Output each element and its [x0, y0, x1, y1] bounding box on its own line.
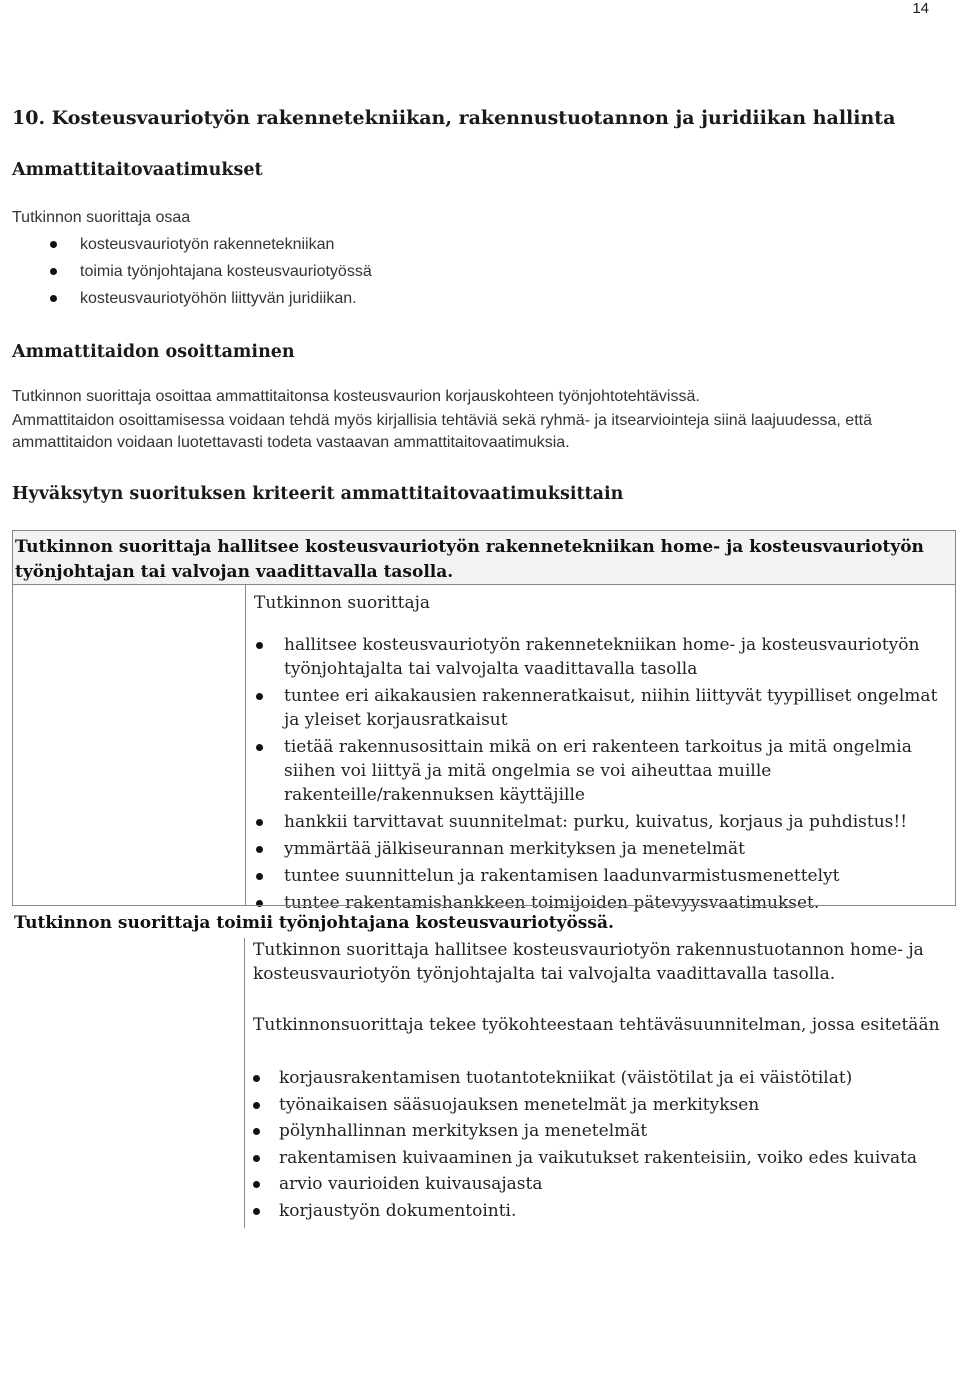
criteria-row2-title: Tutkinnon suorittaja toimii työnjohtajana kosteusvauriotyössä. [12, 905, 956, 933]
criteria-heading: Hyväksytyn suorituksen kriteerit ammattitaitovaatimuksittain [12, 484, 624, 504]
criteria-row1-intro: Tutkinnon suorittaja [254, 593, 431, 613]
list-item: rakentamisen kuivaaminen ja vaikutukset rakenteisiin, voiko edes kuivata [253, 1145, 948, 1172]
criteria-row1-title: Tutkinnon suorittaja hallitsee kosteusvauriotyön rakennetekniikan home- ja kosteusvauriotyön työnjohtajan tai valvojan vaadittavalla tasolla. [13, 530, 955, 585]
list-item: korjaustyön dokumentointi. [253, 1198, 948, 1225]
criteria-row2-body [244, 938, 954, 1228]
list-item: ymmärtää jälkiseurannan merkityksen ja menetelmät [254, 837, 949, 861]
list-item: kosteusvauriotyön rakennetekniikan [12, 231, 954, 258]
demonstration-paragraph-2: Ammattitaidon osoittamisessa voidaan tehdä myös kirjallisia tehtäviä sekä ryhmä- ja itsearviointeja siinä laajuudessa, että ammattitaidon voidaan luotettavasti todeta vastaavan ammattitaitovaatimuksia. [12, 412, 872, 451]
criteria-row1-list [254, 633, 949, 915]
criteria-row1-body [245, 585, 955, 913]
criteria-row2-list [253, 1065, 948, 1224]
list-item: hankkii tarvittavat suunnitelmat: purku, kuivatus, korjaus ja puhdistus!! [254, 810, 949, 834]
list-item: toimia työnjohtajana kosteusvauriotyössä [12, 258, 954, 285]
list-item: työnaikaisen sääsuojauksen menetelmät ja merkityksen [253, 1092, 948, 1119]
list-item: tietää rakennusosittain mikä on eri rakenteen tarkoitus ja mitä ongelmia siihen voi liittyä ja mitä ongelmia se voi aiheuttaa muille rakenteille/rakennuksen käyttäjille [254, 735, 949, 807]
section-title: 10. Kosteusvauriotyön rakennetekniikan, rakennustuotannon ja juridiikan hallinta [12, 107, 896, 129]
criteria-row2-paragraph-1: Tutkinnon suorittaja hallitsee kosteusvauriotyön rakennustuotannon home- ja kosteusvauriotyön työnjohtajalta tai valvojalta vaadittavalla tasolla. [253, 940, 924, 984]
requirements-list [12, 231, 954, 312]
list-item: tuntee suunnittelun ja rakentamisen laadunvarmistusmenettelyt [254, 864, 949, 888]
list-item: tuntee eri aikakausien rakenneratkaisut, niihin liittyvät tyypilliset ongelmat ja yleiset korjausratkaisut [254, 684, 949, 732]
demonstration-heading: Ammattitaidon osoittaminen [12, 342, 295, 362]
demonstration-paragraph-1: Tutkinnon suorittaja osoittaa ammattitaitonsa kosteusvaurion korjauskohteen työnjohtotehtävissä. [12, 388, 700, 405]
list-item: tuntee rakentamishankkeen toimijoiden pätevyysvaatimukset. [254, 891, 949, 915]
list-item: kosteusvauriotyöhön liittyvän juridiikan. [12, 285, 954, 312]
list-item: hallitsee kosteusvauriotyön rakennetekniikan home- ja kosteusvauriotyön työnjohtajalta tai valvojalta vaadittavalla tasolla [254, 633, 949, 681]
list-item: arvio vaurioiden kuivausajasta [253, 1171, 948, 1198]
requirements-intro: Tutkinnon suorittaja osaa [12, 209, 191, 226]
page-number: 14 [912, 0, 929, 17]
criteria-row2-paragraph-2: Tutkinnonsuorittaja tekee työkohteestaan tehtäväsuunnitelman, jossa esitetään [253, 1015, 940, 1035]
requirements-heading: Ammattitaitovaatimukset [12, 160, 263, 180]
list-item: korjausrakentamisen tuotantotekniikat (väistötilat ja ei väistötilat) [253, 1065, 948, 1092]
list-item: pölynhallinnan merkityksen ja menetelmät [253, 1118, 948, 1145]
criteria-table [12, 530, 956, 913]
